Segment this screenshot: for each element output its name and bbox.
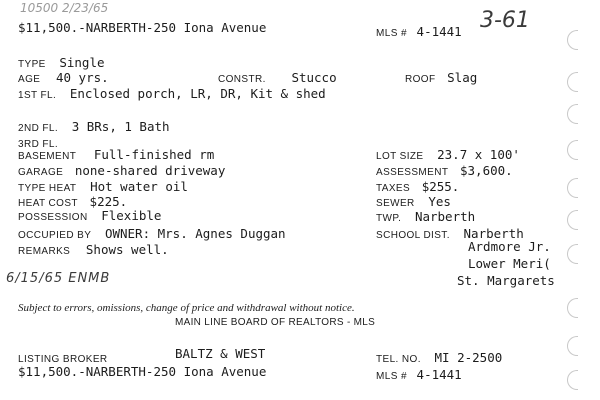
top-handwritten-note: 10500 2/23/65 (20, 1, 109, 15)
taxes-value: $255. (421, 179, 460, 194)
first-floor-row (18, 83, 326, 102)
lot-size-label: LOT SIZE (376, 151, 424, 162)
punch-hole (567, 140, 578, 160)
type-label: TYPE (18, 59, 46, 70)
heat-value: Hot water oil (90, 179, 188, 194)
school-district-value-2: Ardmore Jr. (468, 239, 551, 254)
roof-row (405, 67, 477, 86)
remarks-value: Shows well. (85, 242, 169, 257)
mls-handwritten-number: 3-61 (480, 8, 530, 33)
occupied-label: OCCUPIED BY (18, 230, 92, 241)
third-floor-label: 3RD FL. (18, 139, 59, 150)
footer-mls-label: MLS # (376, 371, 407, 382)
header-price-address: $11,500.-NARBERTH-250 Iona Avenue (18, 20, 267, 35)
footer-mls (376, 364, 462, 383)
possession-value: Flexible (101, 208, 162, 223)
age-value: 40 yrs. (55, 70, 109, 85)
first-floor-label: 1ST FL. (18, 90, 57, 101)
punch-hole (567, 30, 578, 50)
board-name: MAIN LINE BOARD OF REALTORS - MLS (175, 317, 376, 328)
mls-label: MLS # (376, 28, 407, 39)
school-district-value-4: St. Margarets (457, 273, 555, 288)
punch-hole (567, 336, 578, 356)
remarks-label: REMARKS (18, 246, 71, 257)
punch-hole (567, 104, 578, 124)
heat-cost-label: HEAT COST (18, 198, 78, 209)
heat-label: TYPE HEAT (18, 183, 77, 194)
lot-size-value: 23.7 x 100' (437, 147, 520, 162)
second-floor-value: 3 BRs, 1 Bath (71, 119, 170, 134)
handwritten-date-note: 6/15/65 ENMB (6, 271, 111, 286)
listing-broker-value: BALTZ & WEST (175, 346, 266, 361)
telephone-value: MI 2-2500 (434, 350, 503, 365)
school-district-label: SCHOOL DIST. (376, 230, 450, 241)
basement-value: Full-finished rm (93, 147, 215, 162)
age-label: AGE (18, 74, 41, 85)
assessment-value: $3,600. (460, 163, 513, 178)
assessment-label: ASSESSMENT (376, 167, 449, 178)
roof-label: ROOF (405, 74, 436, 85)
type-value: Single (59, 55, 105, 70)
basement-label: BASEMENT (18, 151, 77, 162)
sewer-label: SEWER (376, 198, 415, 209)
remarks-row (18, 239, 169, 258)
garage-label: GARAGE (18, 167, 64, 178)
punch-hole (567, 72, 578, 92)
school-district-value-3: Lower Meri( (468, 256, 551, 271)
township-label: TWP. (376, 213, 402, 224)
sewer-value: Yes (428, 194, 451, 209)
punch-hole (567, 370, 578, 390)
punch-hole (567, 210, 578, 230)
disclaimer-text: Subject to errors, omissions, change of price and withdrawal without notice. (18, 302, 355, 314)
possession-row (18, 205, 161, 224)
school-district-value: Narberth (463, 226, 524, 241)
footer-mls-number: 4-1441 (416, 367, 462, 382)
listing-broker-label: LISTING BROKER (18, 354, 108, 365)
punch-hole (567, 244, 578, 264)
telephone-label: TEL. NO. (376, 354, 421, 365)
second-floor-label: 2ND FL. (18, 123, 59, 134)
garage-value: none-shared driveway (74, 163, 226, 178)
mls-number: 4-1441 (416, 24, 462, 39)
header-mls (376, 21, 462, 40)
roof-value: Slag (447, 70, 478, 85)
punch-hole (567, 178, 578, 198)
occupied-value: OWNER: Mrs. Agnes Duggan (104, 226, 286, 241)
punch-hole (567, 298, 578, 318)
taxes-label: TAXES (376, 183, 411, 194)
heat-cost-value: $225. (89, 194, 128, 209)
township-value: Narberth (414, 209, 476, 224)
possession-label: POSSESSION (18, 212, 88, 223)
footer-price-address: $11,500.-NARBERTH-250 Iona Avenue (18, 364, 267, 379)
constr-value: Stucco (291, 70, 337, 85)
first-floor-value: Enclosed porch, LR, DR, Kit & shed (69, 86, 326, 101)
constr-label: CONSTR. (218, 74, 266, 85)
